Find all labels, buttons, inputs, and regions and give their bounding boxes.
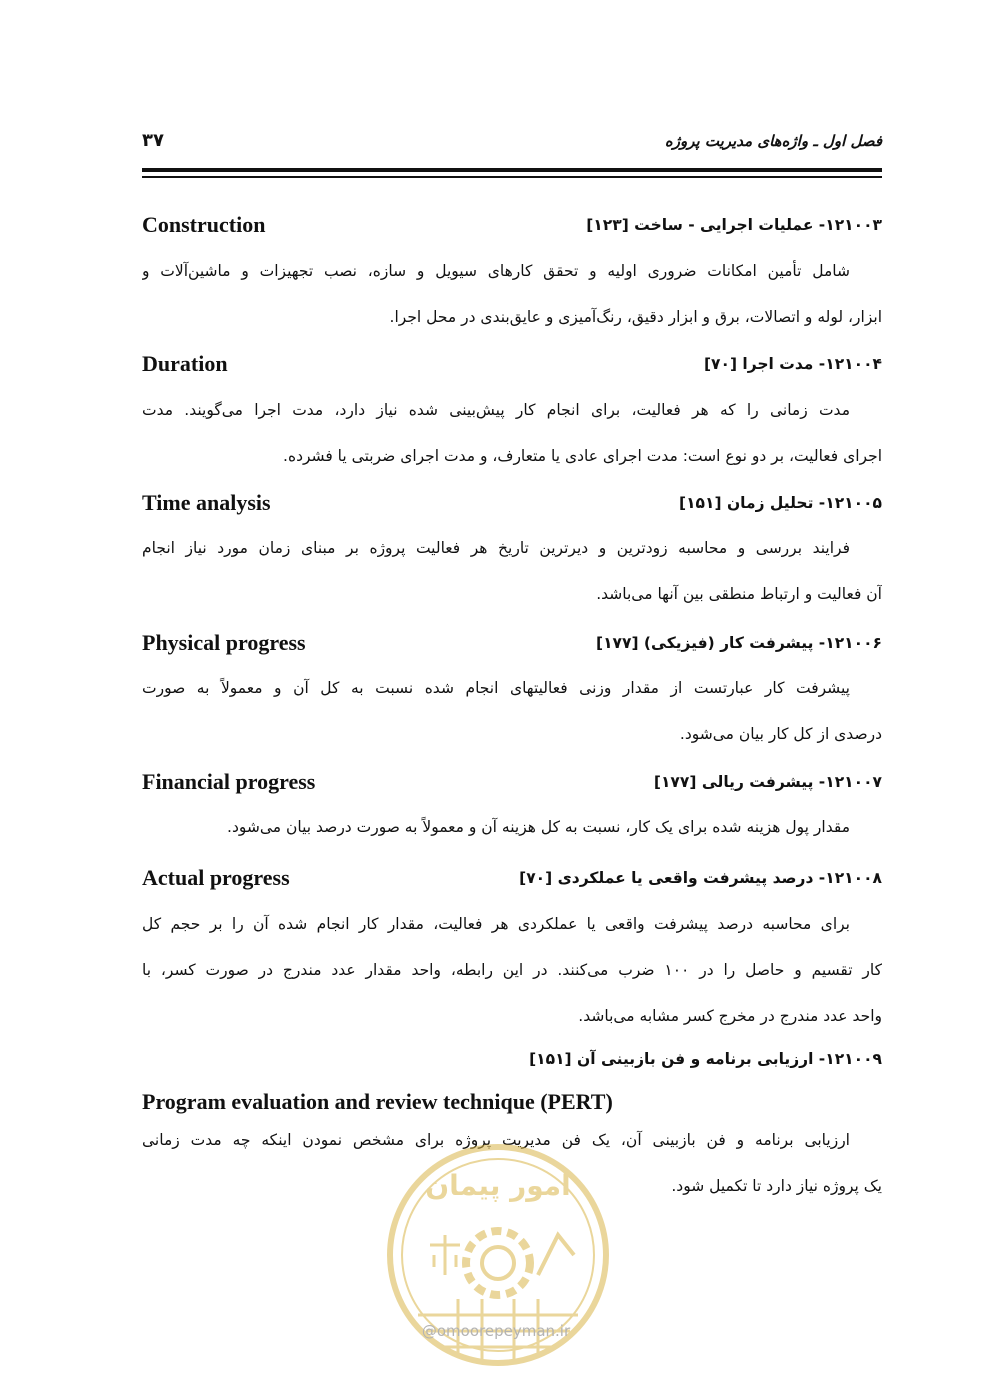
entry-title-fa: ۱۲۱۰۰۸- درصد پیشرفت واقعی یا عملکردی [۷۰]	[519, 869, 882, 887]
entry-paragraph	[142, 395, 882, 487]
header-rule-thin	[142, 176, 882, 178]
entry-title-fa: ۱۲۱۰۰۷- پیشرفت ریالی [۱۷۷]	[653, 773, 882, 791]
paragraph-line: یک پروژه نیاز دارد تا تکمیل شود.	[671, 1177, 882, 1195]
entry-heading	[142, 212, 882, 242]
entry-title-fa: ۱۲۱۰۰۴- مدت اجرا [۷۰]	[703, 355, 882, 373]
paragraph-line: فرایند بررسی و محاسبه زودترین و دیرترین تاریخ هر فعالیت پروژه بر مبنای زمان مورد نیاز انجام	[142, 539, 850, 557]
entry-title-en: Construction	[142, 212, 266, 237]
entry-heading	[142, 351, 882, 381]
page-header	[142, 130, 882, 164]
entry-heading	[142, 865, 882, 895]
entry-paragraph	[142, 673, 882, 765]
entry-title-fa: ۱۲۱۰۰۶- پیشرفت کار (فیزیکی) [۱۷۷]	[595, 634, 882, 652]
entry-paragraph	[142, 256, 882, 348]
watermark-logo-text: امور پیمان	[425, 1169, 571, 1202]
paragraph-line: ابزار، لوله و اتصالات، برق و ابزار دقیق، رنگ‌آمیزی و عایق‌بندی در محل اجرا.	[389, 308, 882, 326]
entry-title-en: Financial progress	[142, 769, 316, 794]
entry-paragraph	[142, 812, 882, 858]
chapter-title: فصل اول ـ واژه‌های مدیریت پروژه	[664, 132, 882, 150]
entry-heading	[142, 490, 882, 520]
paragraph-line: ارزیابی برنامه و فن بازبینی آن، یک فن مدیریت پروژه برای مشخص نمودن اینکه چه مدت زمانی	[142, 1131, 850, 1149]
entry-title-en: Program evaluation and review technique (PERT)	[142, 1089, 613, 1114]
entry-title-en: Time analysis	[142, 490, 271, 515]
page-number: ۳۷	[142, 130, 164, 151]
entry-heading	[142, 1046, 882, 1076]
entry-paragraph	[142, 909, 882, 1047]
paragraph-line: شامل تأمین امکانات ضروری اولیه و تحقق کارهای سیویل و سازه، نصب تجهیزات و ماشین‌آلات و	[142, 262, 850, 280]
paragraph-line: واحد عدد مندرج در مخرج کسر مشابه می‌باشد.	[578, 1007, 882, 1025]
paragraph-line: مقدار پول هزینه شده برای یک کار، نسبت به کل هزینه آن و معمولاً به صورت درصد بیان می‌شود.	[227, 818, 850, 836]
paragraph-line: کار تقسیم و حاصل را در ۱۰۰ ضرب می‌کنند. در این رابطه، واحد مقدار عدد مندرج در صورت کسر، با	[142, 961, 882, 979]
entry-paragraph	[142, 533, 882, 625]
paragraph-line: آن فعالیت و ارتباط منطقی بین آنها می‌باشد.	[596, 585, 882, 603]
paragraph-line: پیشرفت کار عبارتست از مقدار وزنی فعالیتهای انجام شده نسبت به کل آن و معمولاً به صورت	[142, 679, 850, 697]
paragraph-line: برای محاسبه درصد پیشرفت واقعی یا عملکردی هر فعالیت، مقدار کار انجام شده آن را بر حجم کل	[142, 915, 850, 933]
entry-heading	[142, 769, 882, 799]
paragraph-line: مدت زمانی را که هر فعالیت، برای انجام کار پیش‌بینی شده نیاز دارد، مدت اجرا می‌گویند. مدت	[142, 401, 850, 419]
entry-title-fa: ۱۲۱۰۰۳- عملیات اجرایی - ساخت [۱۲۳]	[586, 216, 882, 234]
entry-heading	[142, 630, 882, 660]
paragraph-line: اجرای فعالیت، بر دو نوع است: مدت اجرای عادی یا متعارف، و مدت اجرای ضربتی یا فشرده.	[283, 447, 882, 465]
entry-title-en: Physical progress	[142, 630, 306, 655]
header-rule-thick	[142, 168, 882, 172]
watermark-site: @omoorepeyman.ir	[421, 1322, 571, 1340]
entry-title-en: Duration	[142, 351, 228, 376]
entry-title-fa: ۱۲۱۰۰۵- تحلیل زمان [۱۵۱]	[678, 494, 882, 512]
entry-title-fa: ۱۲۱۰۰۹- ارزیابی برنامه و فن بازبینی آن [۱۵۱]	[529, 1050, 882, 1068]
paragraph-line: درصدی از کل کار بیان می‌شود.	[679, 725, 882, 743]
entry-title-en: Actual progress	[142, 865, 290, 890]
